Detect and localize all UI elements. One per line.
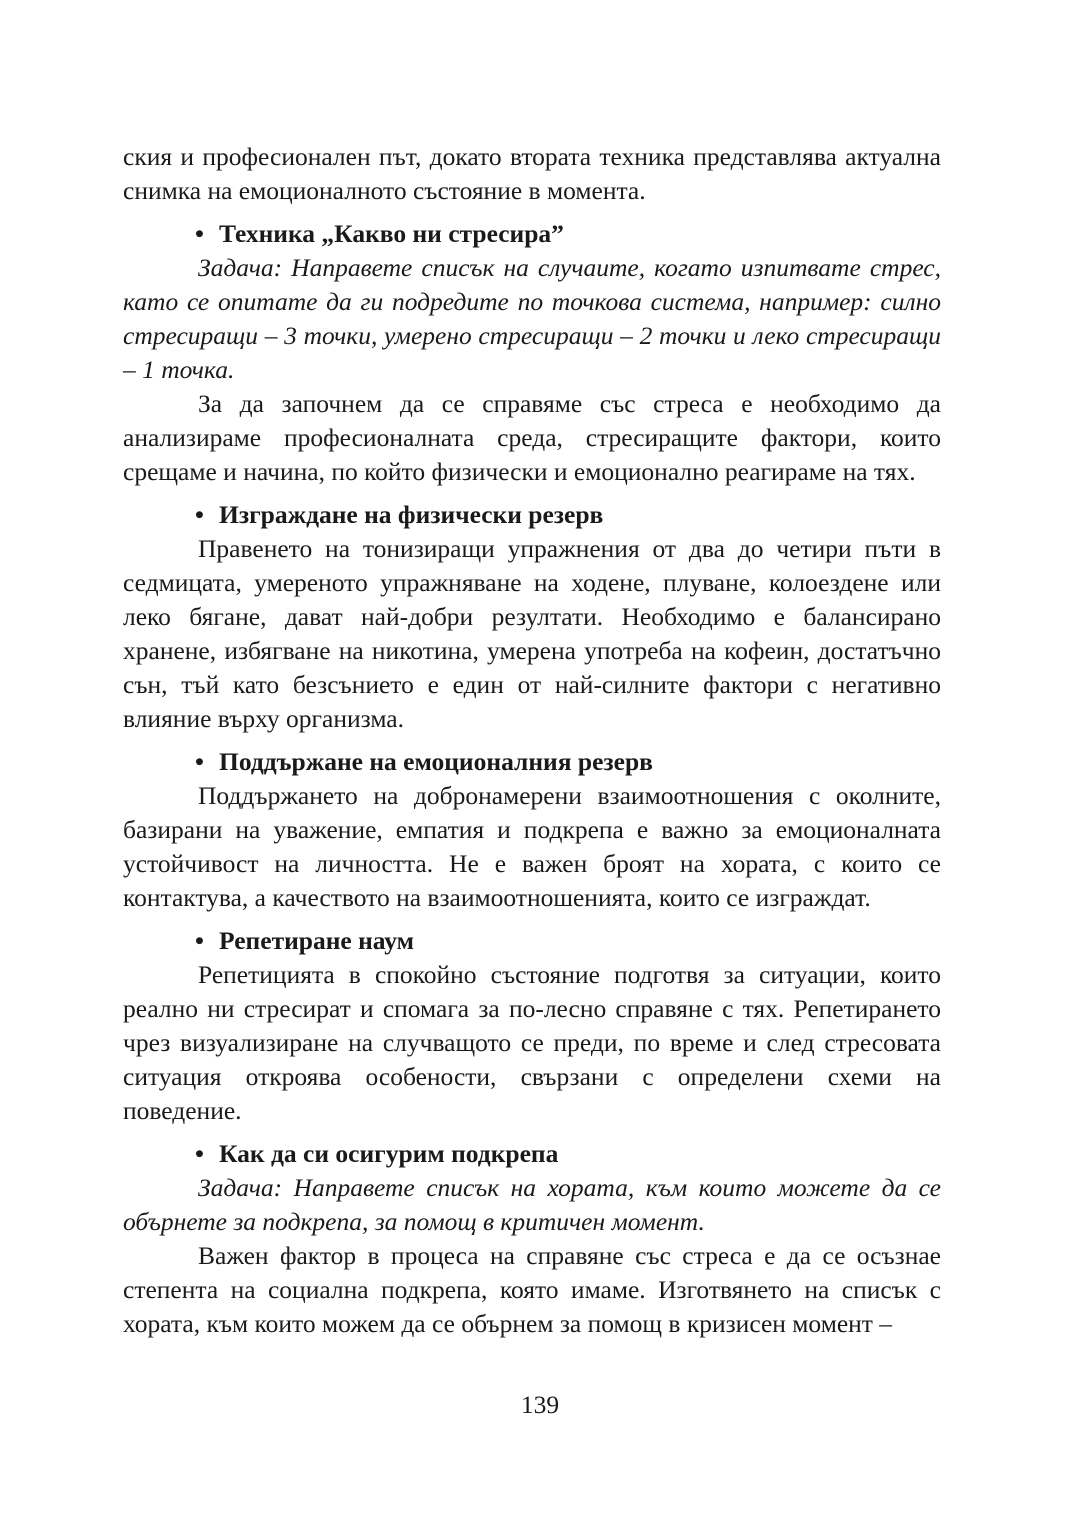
section-heading-label: Как да си осигурим подкрепа — [219, 1139, 559, 1168]
task-paragraph: Задача: Направете списък на хората, към които можете да се обърнете за подкрепа, за помощ в критичен момент. — [123, 1173, 941, 1236]
section-heading-stress-technique — [123, 217, 941, 251]
body-paragraph: Правенето на тонизиращи упражнения от два до четири пъти в седмицата, умереното упражняване на ходене, плуване, колоездене или леко бягане, дават най-добри резултати. Необходимо е балансирано хранене, избягване на никотина, умерена употреба на кофеин, достатъчно сън, тъй като безсънието е един от най-силните фактори с негативно влияние върху организма. — [123, 534, 941, 733]
intro-paragraph: ския и професионален път, докато втората техника представлява актуална снимка на емоционалното състояние в момента. — [123, 142, 941, 205]
section-heading-label: Репетиране наум — [219, 926, 415, 955]
bullet-icon: • — [195, 219, 204, 248]
body-paragraph: Поддържането на добронамерени взаимоотношения с околните, базирани на уважение, емпатия и подкрепа е важно за емоционалната устойчивост на личността. Не е важен броят на хората, с които се контактува, а качеството на взаимоотношенията, които се изграждат. — [123, 781, 941, 912]
section-heading-mental-rehearsal — [123, 924, 941, 958]
body-paragraph: Важен фактор в процеса на справяне със стреса е да се осъзнае степента на социална подкрепа, която имаме. Изготвянето на списък с хората, към които можем да се обърнем за помощ в кризисен момент – — [123, 1241, 941, 1338]
task-paragraph: Задача: Направете списък на случаите, когато изпитвате стрес, като се опитате да ги подредите по точкова система, например: силно стресиращи – 3 точки, умерено стресиращи – 2 точки и леко стресиращи – 1 точка. — [123, 253, 941, 384]
bullet-icon: • — [195, 500, 204, 529]
body-paragraph: За да започнем да се справяме със стреса е необходимо да анализираме професионалната среда, стресиращите фактори, които срещаме и начина, по който физически и емоционално реагираме на тях. — [123, 389, 941, 486]
section-heading-support — [123, 1137, 941, 1171]
section-heading-label: Изграждане на физически резерв — [219, 500, 604, 529]
section-heading-label: Поддържане на емоционалния резерв — [219, 747, 653, 776]
bullet-icon: • — [195, 1139, 204, 1168]
section-heading-label: Техника „Какво ни стресира” — [219, 219, 564, 248]
bullet-icon: • — [195, 747, 204, 776]
page-number: 139 — [520, 1390, 560, 1419]
page-content — [123, 140, 941, 1341]
section-heading-emotional-reserve — [123, 745, 941, 779]
body-paragraph: Репетицията в спокойно състояние подготвя за ситуации, които реално ни стресират и спомага за по-лесно справяне с тях. Репетирането чрез визуализиране на случващото се преди, по време и след стресовата ситуация откроява особености, свързани с определени схеми на поведение. — [123, 960, 941, 1125]
section-heading-physical-reserve — [123, 498, 941, 532]
bullet-icon: • — [195, 926, 204, 955]
